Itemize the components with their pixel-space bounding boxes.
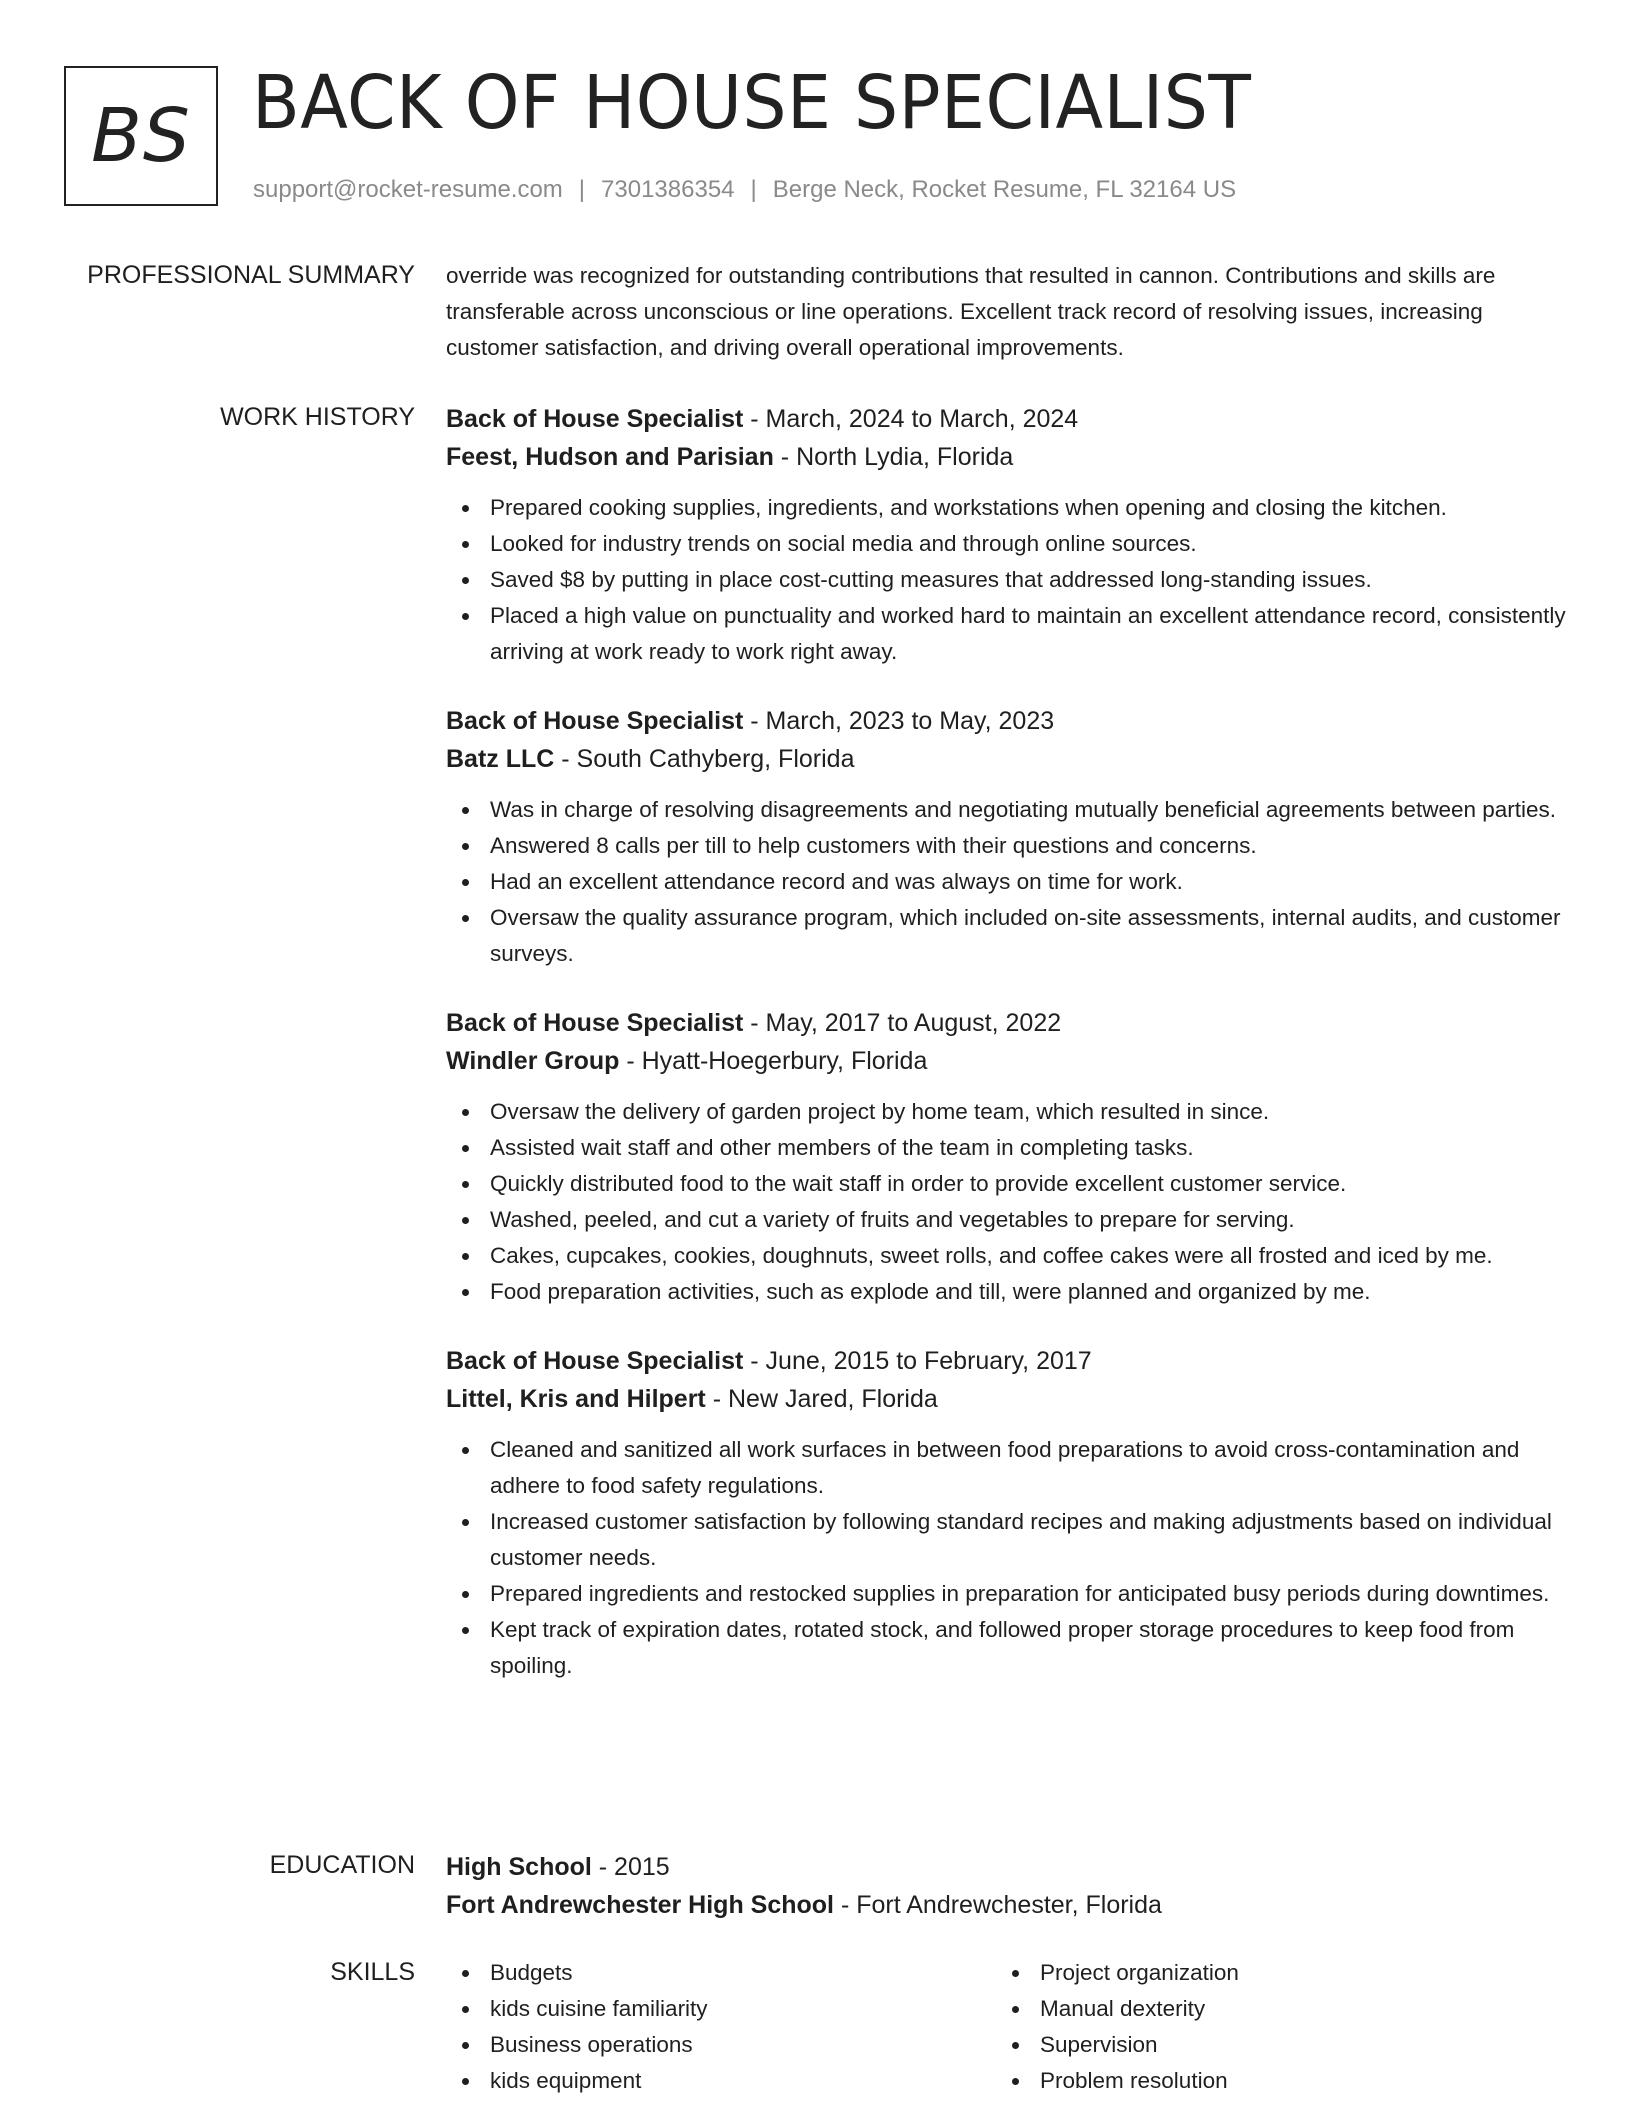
job-title: Back of House Specialist — [446, 707, 744, 735]
skill-item: Supervision — [1040, 2027, 1546, 2063]
job-title-line — [446, 1342, 1566, 1380]
skills-column-right — [996, 1955, 1546, 2099]
monogram: BS — [64, 66, 218, 206]
section-label-summary: PROFESSIONAL SUMMARY — [87, 261, 415, 289]
job-title-line — [446, 400, 1566, 438]
job-bullet: Saved $8 by putting in place cost-cutting measures that addressed long-standing issues. — [490, 562, 1566, 598]
job-title-line — [446, 702, 1566, 740]
job-bullet: Increased customer satisfaction by following standard recipes and making adjustments based on individual customer needs. — [490, 1504, 1566, 1576]
education-degree-line — [446, 1848, 1566, 1886]
contact-address: Berge Neck, Rocket Resume, FL 32164 US — [772, 176, 1237, 203]
skill-item: Problem resolution — [1040, 2063, 1546, 2099]
education-degree: High School — [446, 1853, 592, 1881]
section-label-education: EDUCATION — [269, 1851, 415, 1879]
job-bullet: Washed, peeled, and cut a variety of fruits and vegetables to prepare for serving. — [490, 1202, 1566, 1238]
job-bullet: Oversaw the delivery of garden project by home team, which resulted in since. — [490, 1094, 1566, 1130]
job-dates: - May, 2017 to August, 2022 — [743, 1009, 1062, 1037]
contact-separator: | — [750, 176, 757, 203]
summary-text: override was recognized for outstanding contributions that resulted in cannon. Contributions and skills are transferable across unconscious or line operations. Excellent track record of resolving issues, increasing customer satisfaction, and driving overall operational improvements. — [446, 263, 1496, 360]
job-bullet: Food preparation activities, such as explode and till, were planned and organized by me. — [490, 1274, 1566, 1310]
job-bullet: Was in charge of resolving disagreements and negotiating mutually beneficial agreements between parties. — [490, 792, 1566, 828]
education-school: Fort Andrewchester High School — [446, 1891, 835, 1919]
skills-list — [996, 1955, 1546, 2099]
summary-section — [446, 258, 1566, 366]
job-title: Back of House Specialist — [446, 405, 744, 433]
contact-email[interactable]: support@rocket-resume.com — [253, 176, 563, 203]
job-title-line — [446, 1004, 1566, 1042]
job-bullet: Placed a high value on punctuality and worked hard to maintain an excellent attendance record, consistently arriving at work ready to work right away. — [490, 598, 1566, 670]
job-location: - New Jared, Florida — [705, 1385, 938, 1413]
skills-list — [446, 1955, 996, 2099]
job-company-line — [446, 438, 1566, 476]
job-bullet: Prepared ingredients and restocked supplies in preparation for anticipated busy periods during downtimes. — [490, 1576, 1566, 1612]
skill-item: kids cuisine familiarity — [490, 1991, 996, 2027]
job-bullet: Prepared cooking supplies, ingredients, and workstations when opening and closing the kitchen. — [490, 490, 1566, 526]
resume-title: BACK OF HOUSE SPECIALIST — [252, 60, 1252, 146]
skill-item: kids equipment — [490, 2063, 996, 2099]
job-bullet: Oversaw the quality assurance program, which included on-site assessments, internal audits, and customer surveys. — [490, 900, 1566, 972]
job-dates: - March, 2024 to March, 2024 — [743, 405, 1079, 433]
job-dates: - June, 2015 to February, 2017 — [743, 1347, 1092, 1375]
job-company: Batz LLC — [446, 745, 555, 773]
skill-item: Budgets — [490, 1955, 996, 1991]
job-entry — [446, 1004, 1566, 1310]
contact-separator: | — [578, 176, 586, 203]
education-location: - Fort Andrewchester, Florida — [834, 1891, 1162, 1919]
education-school-line — [446, 1886, 1566, 1924]
skill-item: Manual dexterity — [1040, 1991, 1546, 2027]
job-bullet: Answered 8 calls per till to help customers with their questions and concerns. — [490, 828, 1566, 864]
job-company-line — [446, 1042, 1566, 1080]
job-company: Windler Group — [446, 1047, 620, 1075]
skill-item: Project organization — [1040, 1955, 1546, 1991]
job-bullet: Assisted wait staff and other members of the team in completing tasks. — [490, 1130, 1566, 1166]
job-bullet: Cleaned and sanitized all work surfaces in between food preparations to avoid cross-contamination and adhere to food safety regulations. — [490, 1432, 1566, 1504]
job-dates: - March, 2023 to May, 2023 — [743, 707, 1055, 735]
section-label-work-history: WORK HISTORY — [220, 403, 415, 431]
job-company-line — [446, 1380, 1566, 1418]
job-title: Back of House Specialist — [446, 1347, 744, 1375]
job-bullet: Quickly distributed food to the wait staff in order to provide excellent customer service. — [490, 1166, 1566, 1202]
job-company-line — [446, 740, 1566, 778]
job-entry — [446, 702, 1566, 972]
education-year: - 2015 — [591, 1853, 670, 1881]
job-bullet: Kept track of expiration dates, rotated stock, and followed proper storage procedures to keep food from spoiling. — [490, 1612, 1566, 1684]
job-location: - South Cathyberg, Florida — [554, 745, 855, 773]
job-title: Back of House Specialist — [446, 1009, 744, 1037]
job-location: - North Lydia, Florida — [773, 443, 1014, 471]
skill-item: Business operations — [490, 2027, 996, 2063]
job-bullet: Cakes, cupcakes, cookies, doughnuts, sweet rolls, and coffee cakes were all frosted and iced by me. — [490, 1238, 1566, 1274]
job-bullets — [446, 1094, 1566, 1310]
job-bullet: Had an excellent attendance record and was always on time for work. — [490, 864, 1566, 900]
job-company: Littel, Kris and Hilpert — [446, 1385, 706, 1413]
job-company: Feest, Hudson and Parisian — [446, 443, 774, 471]
job-entry — [446, 400, 1566, 670]
job-bullets — [446, 792, 1566, 972]
skills-section — [446, 1955, 1566, 2099]
job-bullets — [446, 490, 1566, 670]
section-label-skills: SKILLS — [330, 1958, 415, 1986]
job-bullets — [446, 1432, 1566, 1684]
job-location: - Hyatt-Hoegerbury, Florida — [619, 1047, 928, 1075]
work-history-section — [446, 400, 1566, 1716]
skills-grid — [446, 1955, 1566, 2099]
education-section — [446, 1848, 1566, 1924]
contact-phone[interactable]: 7301386354 — [601, 176, 735, 203]
skills-column-left — [446, 1955, 996, 2099]
job-bullet: Looked for industry trends on social media and through online sources. — [490, 526, 1566, 562]
contact-line — [253, 174, 1236, 206]
job-entry — [446, 1342, 1566, 1684]
